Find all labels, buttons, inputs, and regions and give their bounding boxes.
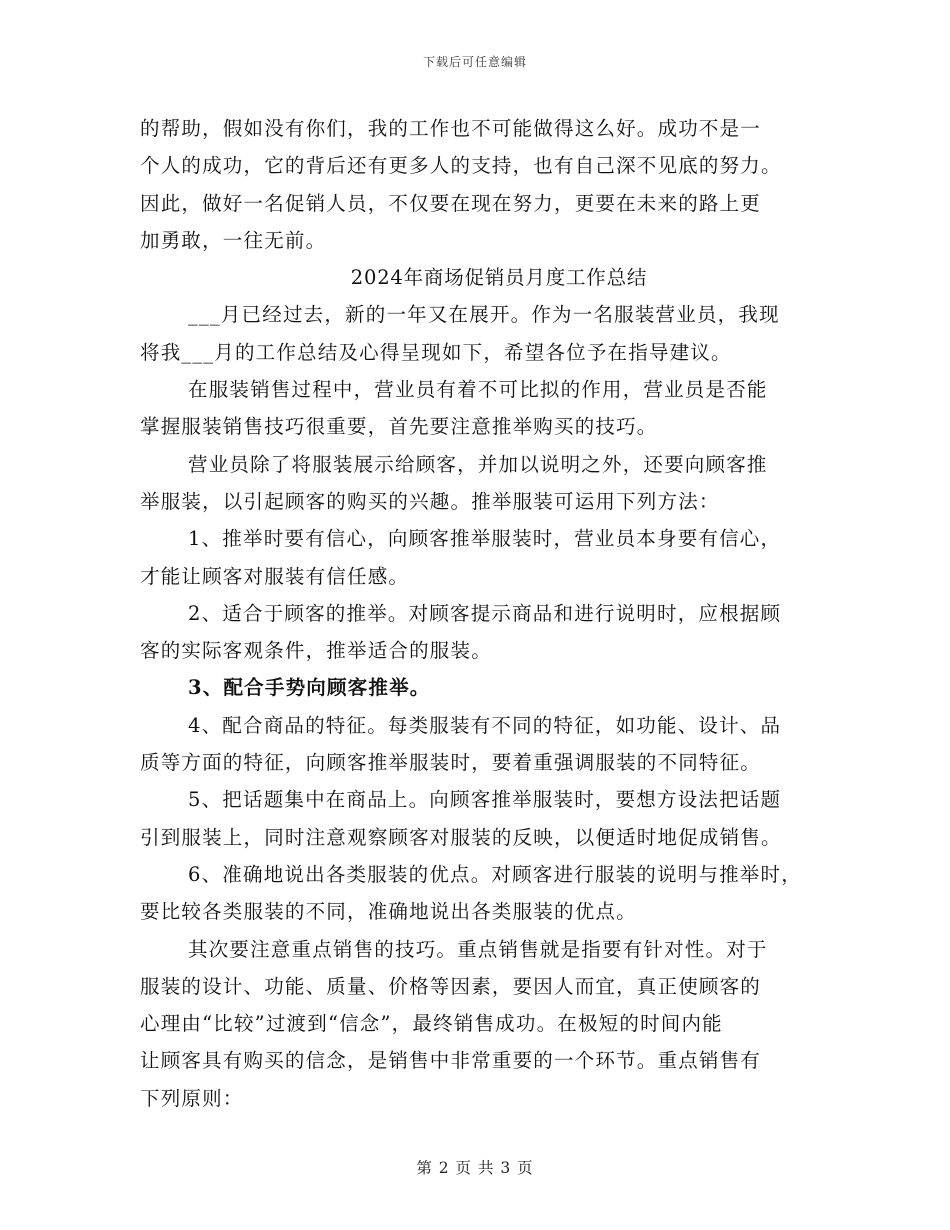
- list-item-line: 5、把话题集中在商品上。向顾客推举服装时，要想方设法把话题: [188, 788, 782, 812]
- paragraph-line: 因此，做好一名促销人员，不仅要在现在努力，更要在未来的路上更: [140, 191, 762, 215]
- document-title: 2024年商场促销员月度工作总结: [350, 266, 648, 290]
- list-item-line: 质等方面的特征，向顾客推举服装时，要着重强调服装的不同特征。: [140, 751, 762, 775]
- paragraph-line: 举服装，以引起顾客的购买的兴趣。推举服装可运用下列方法：: [140, 489, 720, 513]
- page-header: 下载后可任意编辑: [422, 55, 527, 69]
- paragraph-line: 在服装销售过程中，营业员有着不可比拟的作用，营业员是否能: [188, 378, 768, 402]
- paragraph-line: 个人的成功，它的背后还有更多人的支持，也有自己深不见底的努力。: [140, 154, 782, 178]
- paragraph-line: 心理由“比较”过渡到“信念”，最终销售成功。在极短的时间内能: [140, 1012, 723, 1036]
- list-item-line: 才能让顾客对服装有信任感。: [140, 564, 410, 588]
- list-item-line: 客的实际客观条件，推举适合的服装。: [140, 639, 492, 663]
- paragraph-line: 让顾客具有购买的信念，是销售中非常重要的一个环节。重点销售有: [140, 1049, 762, 1073]
- document-body: [140, 110, 820, 1117]
- paragraph-line: 掌握服装销售技巧很重要，首先要注意推举购买的技巧。: [140, 415, 658, 439]
- list-item-line: 2、适合于顾客的推举。对顾客提示商品和进行说明时，应根据顾: [188, 601, 782, 625]
- list-item-line: 6、准确地说出各类服装的优点。对顾客进行服装的说明与推举时，: [188, 862, 802, 886]
- paragraph-line: ___月已经过去，新的一年又在展开。作为一名服装营业员，我现: [188, 303, 780, 327]
- list-item-line: 1、推举时要有信心，向顾客推举服装时，营业员本身要有信心，: [188, 527, 782, 551]
- list-item-line: 引到服装上，同时注意观察顾客对服装的反映，以便适时地促成销售。: [140, 825, 782, 849]
- paragraph-line: 的帮助，假如没有你们，我的工作也不可能做得这么好。成功不是一: [140, 117, 762, 140]
- paragraph-line: 营业员除了将服装展示给顾客，并加以说明之外，还要向顾客推: [188, 452, 768, 476]
- list-item-bold-line: 3、配合手势向顾客推举。: [188, 676, 431, 700]
- list-item-line: 要比较各类服装的不同，准确地说出各类服装的优点。: [140, 900, 637, 924]
- paragraph-line: 下列原则：: [140, 1086, 244, 1110]
- list-item-line: 4、配合商品的特征。每类服装有不同的特征，如功能、设计、品: [188, 713, 782, 737]
- paragraph-line: 服装的设计、功能、质量、价格等因素，要因人而宜，真正使顾客的: [140, 974, 762, 998]
- paragraph-line: 将我___月的工作总结及心得呈现如下，希望各位予在指导建议。: [140, 340, 732, 364]
- paragraph-line: 其次要注意重点销售的技巧。重点销售就是指要有针对性。对于: [188, 937, 768, 961]
- paragraph-line: 加勇敢，一往无前。: [140, 228, 327, 252]
- page-footer: 第 2 页 共 3 页: [416, 1159, 534, 1177]
